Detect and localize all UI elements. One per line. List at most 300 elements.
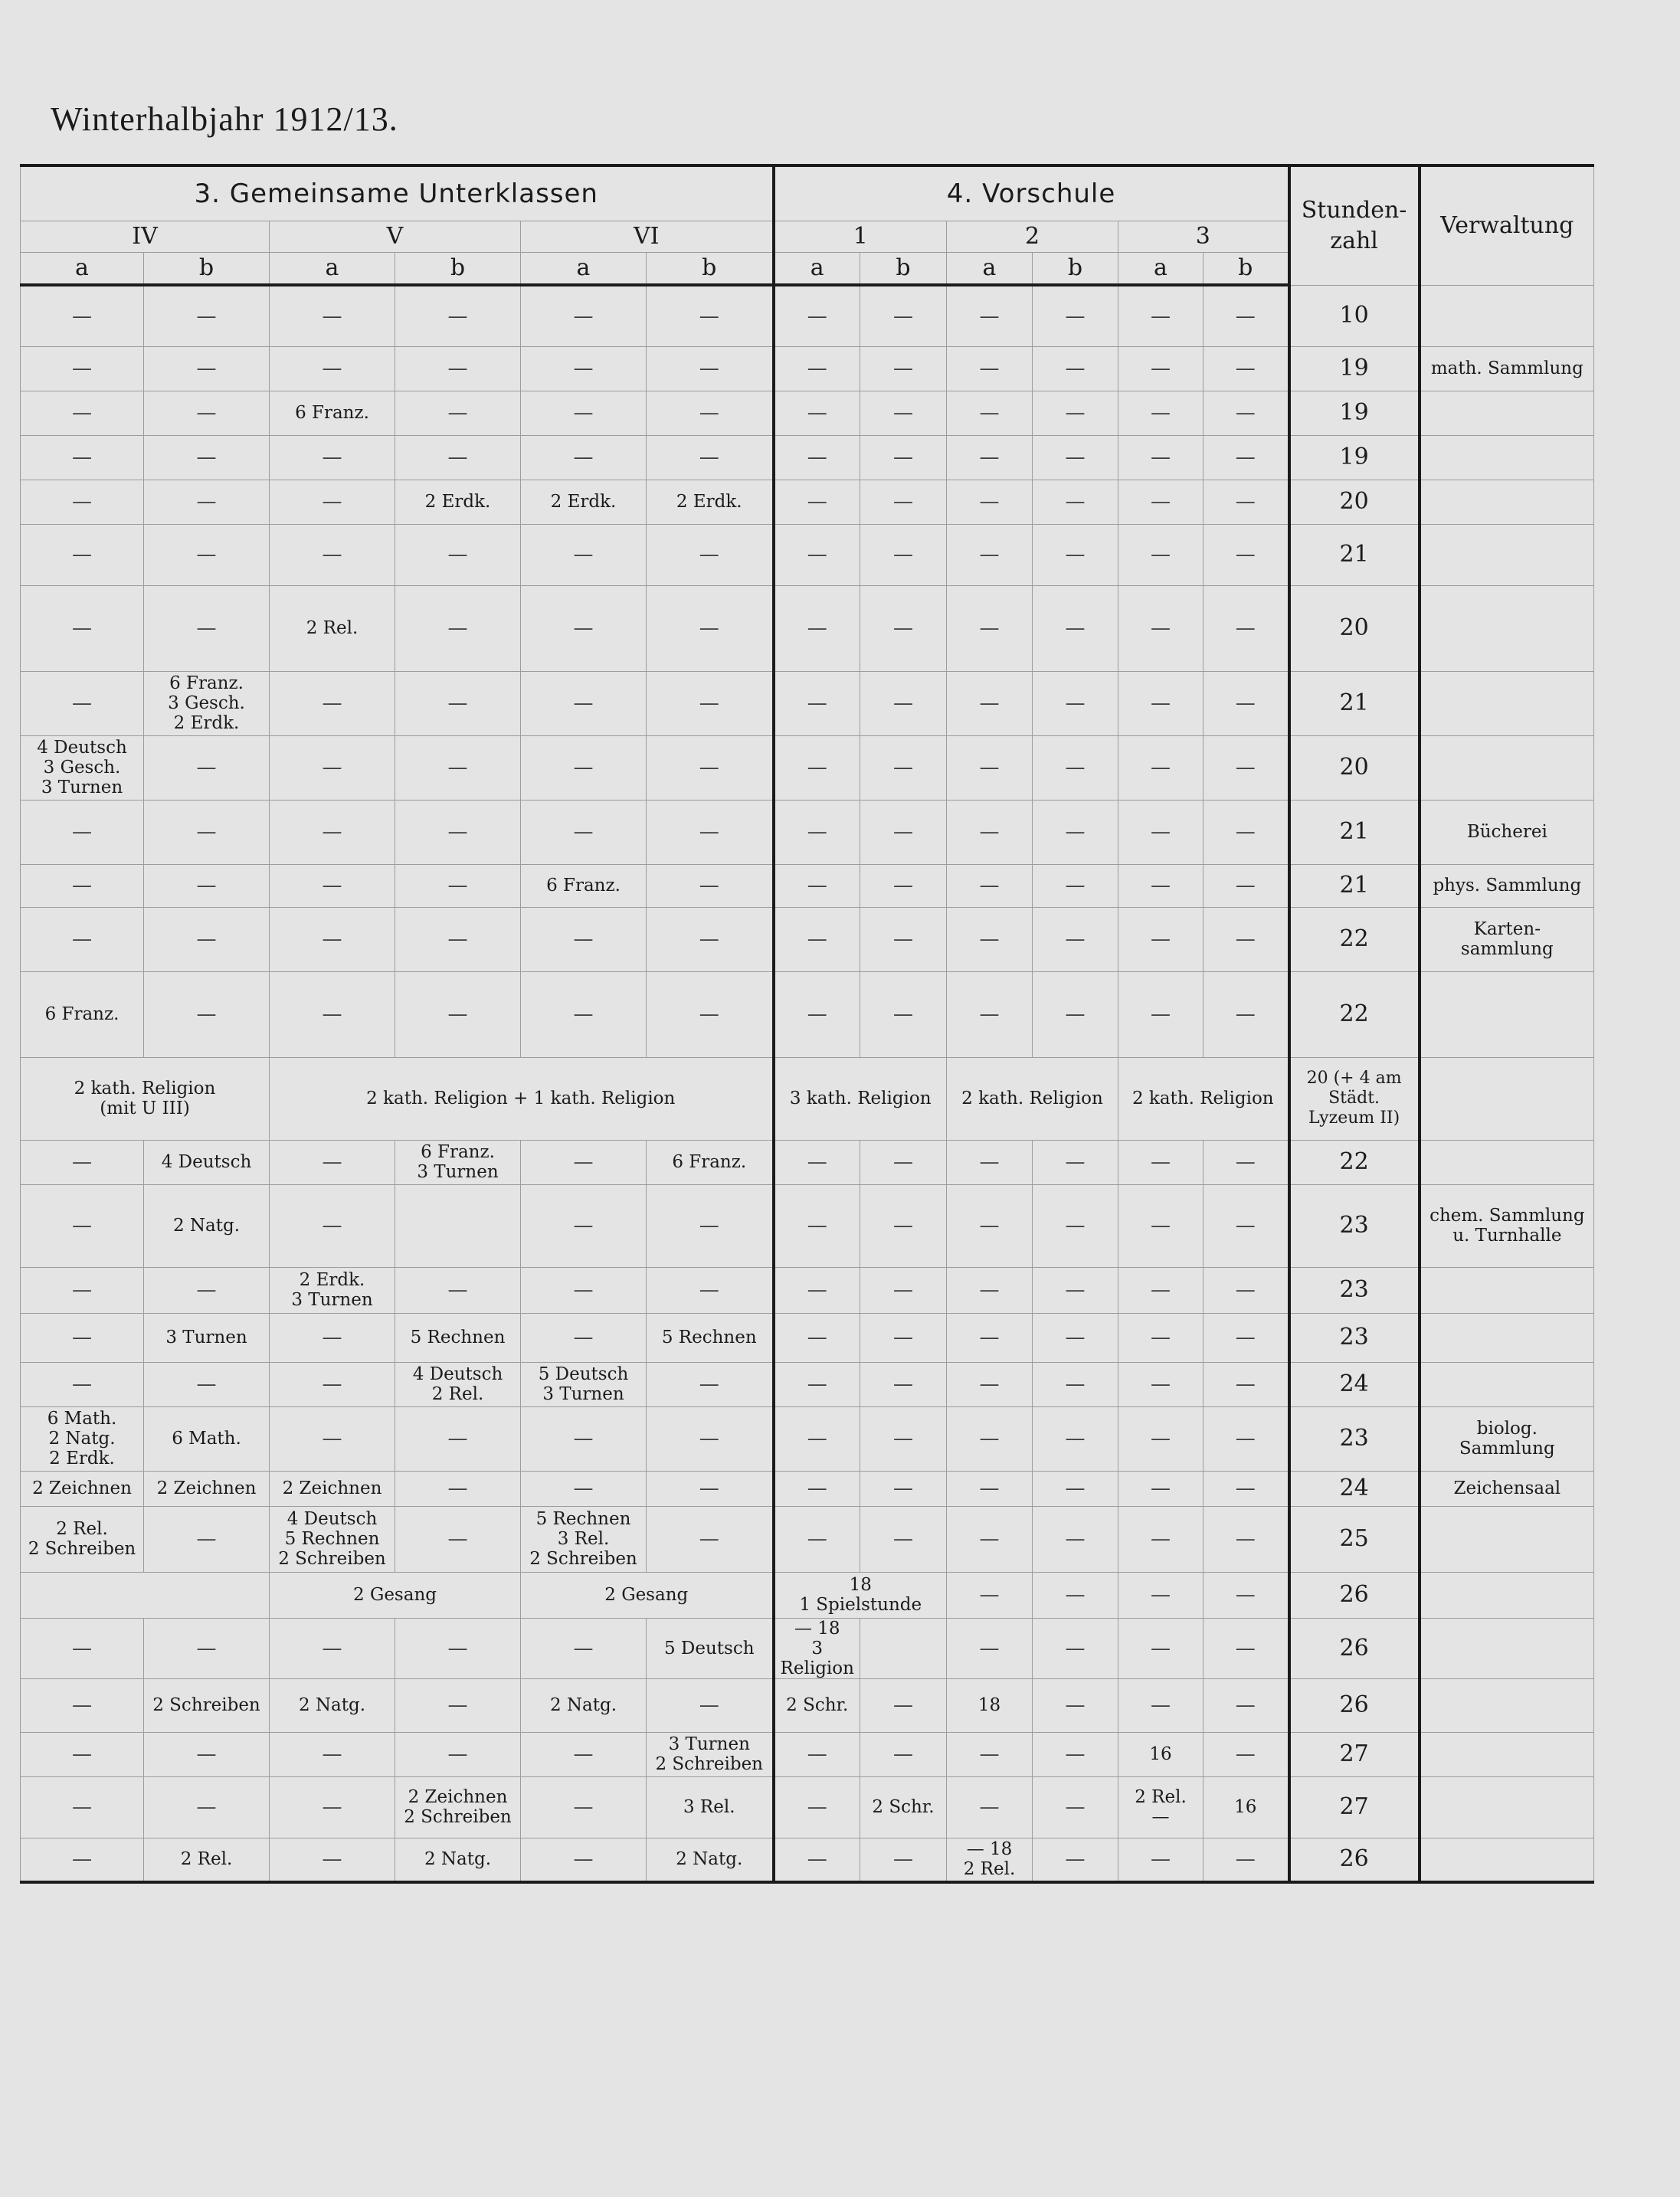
lesson-cell: — [947,435,1033,480]
table-row [21,735,1594,800]
lesson-cell: — 18 2 Rel. [947,1838,1033,1882]
lesson-cell: — [774,1776,860,1838]
stundenzahl-cell: 21 [1289,671,1420,735]
lesson-cell: — [21,435,144,480]
lesson-cell: — [860,391,947,435]
lesson-cell: 16 [1118,1732,1204,1776]
lesson-cell: — [647,735,774,800]
lesson-cell: 5 Rechnen [647,1313,774,1362]
verwaltung-cell [1420,524,1594,585]
lesson-cell: — [521,391,647,435]
lesson-cell: — [774,1140,860,1184]
lesson-cell: — [144,800,270,864]
lesson-cell: — [1033,480,1118,524]
stundenzahl-cell: 19 [1289,391,1420,435]
lesson-cell: — [21,907,144,971]
religion-cell: 2 kath. Religion [1118,1057,1289,1140]
lesson-cell: 6 Franz. 3 Turnen [395,1140,521,1184]
stundenzahl-cell: 26 [1289,1838,1420,1882]
lesson-cell: 5 Rechnen 3 Rel. 2 Schreiben [521,1506,647,1572]
lesson-cell: — [647,1678,774,1732]
lesson-cell: — [774,864,860,907]
lesson-cell: — [774,1471,860,1506]
lesson-cell: — [774,671,860,735]
lesson-cell: — [521,800,647,864]
lesson-cell: — [270,1313,395,1362]
class-header: 1 [774,221,947,253]
subclass-header: b [1204,253,1289,286]
lesson-cell: — [144,864,270,907]
lesson-cell: — [647,391,774,435]
stundenzahl-cell: 19 [1289,435,1420,480]
lesson-cell: — [1204,346,1289,391]
lesson-cell: — [144,1776,270,1838]
lesson-cell: — [521,1732,647,1776]
stundenzahl-cell: 21 [1289,800,1420,864]
stundenzahl-cell: 23 [1289,1313,1420,1362]
lesson-cell: — [947,1362,1033,1406]
subclass-header: a [1118,253,1204,286]
verwaltung-cell [1420,480,1594,524]
lesson-cell: — [270,1618,395,1678]
stundenzahl-cell: 26 [1289,1572,1420,1618]
lesson-cell: — [521,585,647,671]
lesson-cell: — [1033,1618,1118,1678]
lesson-cell: — [270,346,395,391]
lesson-cell: — [860,800,947,864]
lesson-cell: — [1204,1362,1289,1406]
lesson-cell: — [1033,971,1118,1057]
verwaltung-cell [1420,1506,1594,1572]
lesson-cell: — [1033,800,1118,864]
stundenzahl-cell: 20 (+ 4 am Städt. Lyzeum II) [1289,1057,1420,1140]
lesson-cell: — [860,585,947,671]
lesson-cell: — [1118,671,1204,735]
lesson-cell: — [144,1618,270,1678]
lesson-cell: — [774,907,860,971]
table-row [21,1184,1594,1267]
lesson-cell: — [1033,1140,1118,1184]
lesson-cell: — [774,480,860,524]
lesson-cell: — [521,735,647,800]
lesson-cell: 6 Franz. [521,864,647,907]
lesson-cell: — [647,1471,774,1506]
lesson-cell: — [1204,1678,1289,1732]
verwaltung-cell [1420,735,1594,800]
lesson-cell: — [270,285,395,346]
lesson-cell: — [270,480,395,524]
lesson-cell: — [1033,907,1118,971]
lesson-cell: — [1204,1471,1289,1506]
lesson-cell: — [774,800,860,864]
lesson-cell: — [395,285,521,346]
lesson-cell: — [395,1618,521,1678]
lesson-cell: — [947,524,1033,585]
lesson-cell: — [860,971,947,1057]
lesson-cell: — [1033,524,1118,585]
stundenzahl-cell: 24 [1289,1471,1420,1506]
lesson-cell: — [947,1572,1033,1618]
lesson-cell: — [395,1267,521,1313]
verwaltung-cell: phys. Sammlung [1420,864,1594,907]
lesson-cell: — [947,1267,1033,1313]
verwaltung-cell: chem. Sammlung u. Turnhalle [1420,1184,1594,1267]
lesson-cell: — [947,1406,1033,1471]
lesson-cell: 3 Turnen [144,1313,270,1362]
lesson-cell: — [1118,1506,1204,1572]
lesson-cell: 5 Deutsch [647,1618,774,1678]
stundenzahl-cell: 10 [1289,285,1420,346]
lesson-cell: — [647,800,774,864]
lesson-cell: — [144,1362,270,1406]
lesson-cell: — [1033,1471,1118,1506]
subclass-header: b [1033,253,1118,286]
lesson-cell: — [647,907,774,971]
lesson-cell: — [774,1406,860,1471]
table-row [21,671,1594,735]
lesson-cell: 2 Schr. [774,1678,860,1732]
verwaltung-cell [1420,285,1594,346]
lesson-cell: — [521,1184,647,1267]
lesson-cell: — [144,524,270,585]
lesson-cell: — [947,1618,1033,1678]
lesson-cell: — [774,1732,860,1776]
lesson-cell: — [1118,391,1204,435]
stundenzahl-cell: 23 [1289,1184,1420,1267]
verwaltung-cell [1420,1362,1594,1406]
lesson-cell: — [947,1471,1033,1506]
lesson-cell: 6 Franz. [270,391,395,435]
stundenzahl-cell: 22 [1289,907,1420,971]
lesson-cell: — [1204,480,1289,524]
verwaltung-cell [1420,1678,1594,1732]
lesson-cell: — [1204,671,1289,735]
lesson-cell: — [144,435,270,480]
lesson-cell: 2 Erdk. [521,480,647,524]
stundenzahl-cell: 27 [1289,1776,1420,1838]
lesson-cell: — [1204,391,1289,435]
lesson-cell: — [270,1140,395,1184]
lesson-cell: — [947,1732,1033,1776]
lesson-cell: — [774,971,860,1057]
lesson-cell: — [21,1140,144,1184]
class-header: V [270,221,521,253]
lesson-cell: — [1204,1406,1289,1471]
lesson-cell: — [1033,435,1118,480]
lesson-cell: — [1204,864,1289,907]
lesson-cell: — [270,735,395,800]
subclass-header: a [774,253,860,286]
lesson-cell: — [947,1184,1033,1267]
verwaltung-cell [1420,671,1594,735]
table-row [21,864,1594,907]
lesson-cell: — [270,1362,395,1406]
lesson-cell: — [947,735,1033,800]
lesson-cell: — [647,1362,774,1406]
subclass-header: b [144,253,270,286]
lesson-cell: 4 Deutsch [144,1140,270,1184]
lesson-cell: — [774,1313,860,1362]
verwaltung-cell [1420,1057,1594,1140]
lesson-cell: 5 Rechnen [395,1313,521,1362]
lesson-cell: — [1118,1140,1204,1184]
lesson-cell: — [21,1184,144,1267]
lesson-cell: — [774,1838,860,1882]
lesson-cell: — [521,1838,647,1882]
lesson-cell: 2 Natg. [647,1838,774,1882]
religion-cell: 2 kath. Religion (mit U III) [21,1057,270,1140]
lesson-cell: — [1033,671,1118,735]
lesson-cell: — [1204,1506,1289,1572]
lesson-cell: — [1033,585,1118,671]
lesson-cell: — [1118,585,1204,671]
lesson-cell: — [1118,864,1204,907]
table-row [21,285,1594,346]
lesson-cell: — [1118,800,1204,864]
lesson-cell: 2 Zeichnen [270,1471,395,1506]
lesson-cell: — [947,285,1033,346]
table-row [21,1471,1594,1506]
lesson-cell: — [1118,1678,1204,1732]
lesson-cell: 6 Franz. [21,971,144,1057]
verwaltung-cell: Zeichensaal [1420,1471,1594,1506]
lesson-cell: — [395,435,521,480]
lesson-cell: 2 Rel. — [1118,1776,1204,1838]
verwaltung-cell [1420,1140,1594,1184]
lesson-cell: — [1033,1267,1118,1313]
stundenzahl-cell: 19 [1289,346,1420,391]
lesson-cell: — [1033,1838,1118,1882]
lesson-cell: — [395,971,521,1057]
lesson-cell: — [774,1506,860,1572]
stundenzahl-cell: 22 [1289,1140,1420,1184]
lesson-cell: — [395,585,521,671]
lesson-cell: — [1033,1313,1118,1362]
lesson-cell: — [647,524,774,585]
table-row [21,1362,1594,1406]
lesson-cell: — [1118,285,1204,346]
lesson-cell: 18 [947,1678,1033,1732]
lesson-cell: — [774,346,860,391]
verwaltung-cell [1420,1267,1594,1313]
lesson-cell: — [1118,907,1204,971]
lesson-cell: — [947,1313,1033,1362]
lesson-cell: — [270,1732,395,1776]
stundenzahl-cell: 26 [1289,1618,1420,1678]
lesson-cell: 2 Rel. [270,585,395,671]
table-row [21,346,1594,391]
lesson-cell: — [774,524,860,585]
table-row [21,1057,1594,1140]
lesson-cell: — [1118,971,1204,1057]
lesson-cell: — [1033,1362,1118,1406]
lesson-cell: 2 Erdk. 3 Turnen [270,1267,395,1313]
lesson-cell: — [947,864,1033,907]
table-row [21,1618,1594,1678]
lesson-cell: — [395,1678,521,1732]
table-row [21,480,1594,524]
stundenzahl-header: Stunden- zahl [1289,165,1420,285]
stundenzahl-cell: 20 [1289,585,1420,671]
lesson-cell: — [860,480,947,524]
lesson-cell: — [1118,1313,1204,1362]
lesson-cell: — [1033,1776,1118,1838]
lesson-cell: — [144,285,270,346]
lesson-cell: 2 Schreiben [144,1678,270,1732]
lesson-cell: — [395,1506,521,1572]
lesson-cell: — [395,800,521,864]
verwaltung-cell [1420,1838,1594,1882]
lesson-cell: — [1033,1406,1118,1471]
table-row [21,1838,1594,1882]
group-header-vorschule: 4. Vorschule [774,165,1289,221]
lesson-cell: — [774,1184,860,1267]
lesson-cell: — [270,800,395,864]
class-header: 2 [947,221,1118,253]
lesson-cell: — [21,1313,144,1362]
lesson-cell: 4 Deutsch 3 Gesch. 3 Turnen [21,735,144,800]
lesson-cell: — [1118,435,1204,480]
subclass-header: a [947,253,1033,286]
stundenzahl-cell: 20 [1289,735,1420,800]
lesson-cell: — [1204,800,1289,864]
lesson-cell: — [1204,285,1289,346]
lesson-cell: — [1033,285,1118,346]
lesson-cell: 2 Zeichnen [144,1471,270,1506]
lesson-cell: 2 Gesang [521,1572,774,1618]
lesson-cell: 2 Rel. 2 Schreiben [21,1506,144,1572]
lesson-cell: — [647,585,774,671]
verwaltung-cell [1420,1572,1594,1618]
lesson-cell: 2 Gesang [270,1572,521,1618]
lesson-cell: — [1204,1313,1289,1362]
lesson-cell: — [1118,524,1204,585]
religion-cell: 3 kath. Religion [774,1057,947,1140]
table-row [21,1506,1594,1572]
lesson-cell: — [1033,391,1118,435]
lesson-cell: — [270,1184,395,1267]
verwaltung-cell: math. Sammlung [1420,346,1594,391]
group-header-unterklassen: 3. Gemeinsame Unterklassen [21,165,774,221]
lesson-cell: — [1118,1267,1204,1313]
lesson-cell: — [1118,1362,1204,1406]
lesson-cell: — [1033,735,1118,800]
lesson-cell: 6 Franz. 3 Gesch. 2 Erdk. [144,671,270,735]
lesson-cell: — [860,285,947,346]
lesson-cell: — [21,391,144,435]
lesson-cell: — [1204,1140,1289,1184]
stundenzahl-cell: 26 [1289,1678,1420,1732]
lesson-cell: — [647,1184,774,1267]
lesson-cell: — [1204,971,1289,1057]
lesson-cell: — [395,864,521,907]
lesson-cell: — [647,1506,774,1572]
lesson-cell: 2 Natg. [144,1184,270,1267]
lesson-cell: — [774,435,860,480]
lesson-cell: — [1204,585,1289,671]
lesson-cell: — [21,800,144,864]
lesson-cell: — [1033,1572,1118,1618]
lesson-cell: — [521,1313,647,1362]
lesson-cell: — [270,864,395,907]
lesson-cell: — [860,1471,947,1506]
lesson-cell: — [395,1471,521,1506]
table-row [21,907,1594,971]
lesson-cell: — [647,285,774,346]
lesson-cell: — [947,391,1033,435]
lesson-cell: — [1204,435,1289,480]
lesson-cell: — [774,1267,860,1313]
lesson-cell: — [647,1406,774,1471]
table-row [21,435,1594,480]
lesson-cell: — [395,671,521,735]
lesson-cell: — [1118,1406,1204,1471]
lesson-cell: — [21,285,144,346]
table-row [21,585,1594,671]
religion-cell: 2 kath. Religion + 1 kath. Religion [270,1057,774,1140]
lesson-cell: — [521,1267,647,1313]
lesson-cell: — [144,971,270,1057]
lesson-cell: — [947,480,1033,524]
lesson-cell: — [395,391,521,435]
lesson-cell: 6 Franz. [647,1140,774,1184]
stundenzahl-cell: 25 [1289,1506,1420,1572]
lesson-cell: — [21,1267,144,1313]
verwaltung-cell [1420,435,1594,480]
lesson-cell: — 18 3 Religion [774,1618,860,1678]
lesson-cell: — [1118,1618,1204,1678]
lesson-cell: — [521,524,647,585]
table-row [21,1776,1594,1838]
lesson-cell: — [270,435,395,480]
table-row [21,1732,1594,1776]
verwaltung-cell: biolog. Sammlung [1420,1406,1594,1471]
table-row [21,1406,1594,1471]
lesson-cell: — [1204,1184,1289,1267]
verwaltung-cell: Karten- sammlung [1420,907,1594,971]
lesson-cell: — [521,671,647,735]
lesson-cell: 4 Deutsch 2 Rel. [395,1362,521,1406]
lesson-cell [21,1572,270,1618]
lesson-cell: — [947,346,1033,391]
lesson-cell: — [647,671,774,735]
lesson-cell: — [21,1618,144,1678]
lesson-cell: 2 Natg. [395,1838,521,1882]
lesson-cell: — [395,346,521,391]
lesson-cell: — [947,1776,1033,1838]
lesson-cell: — [1118,1838,1204,1882]
lesson-cell: — [1033,864,1118,907]
lesson-cell: 5 Deutsch 3 Turnen [521,1362,647,1406]
lesson-cell: 6 Math. 2 Natg. 2 Erdk. [21,1406,144,1471]
lesson-cell: — [270,971,395,1057]
lesson-cell: — [21,480,144,524]
lesson-cell: — [774,391,860,435]
verwaltung-cell [1420,1313,1594,1362]
lesson-cell: — [395,1732,521,1776]
lesson-cell: — [521,1406,647,1471]
lesson-cell: 4 Deutsch 5 Rechnen 2 Schreiben [270,1506,395,1572]
page-title: Winterhalbjahr 1912/13. [51,100,398,138]
lesson-cell: — [647,864,774,907]
class-header: VI [521,221,774,253]
verwaltung-cell [1420,585,1594,671]
lesson-cell: — [1204,1267,1289,1313]
lesson-cell: — [395,907,521,971]
subclass-header: a [521,253,647,286]
lesson-cell [395,1184,521,1267]
lesson-cell: — [860,524,947,585]
